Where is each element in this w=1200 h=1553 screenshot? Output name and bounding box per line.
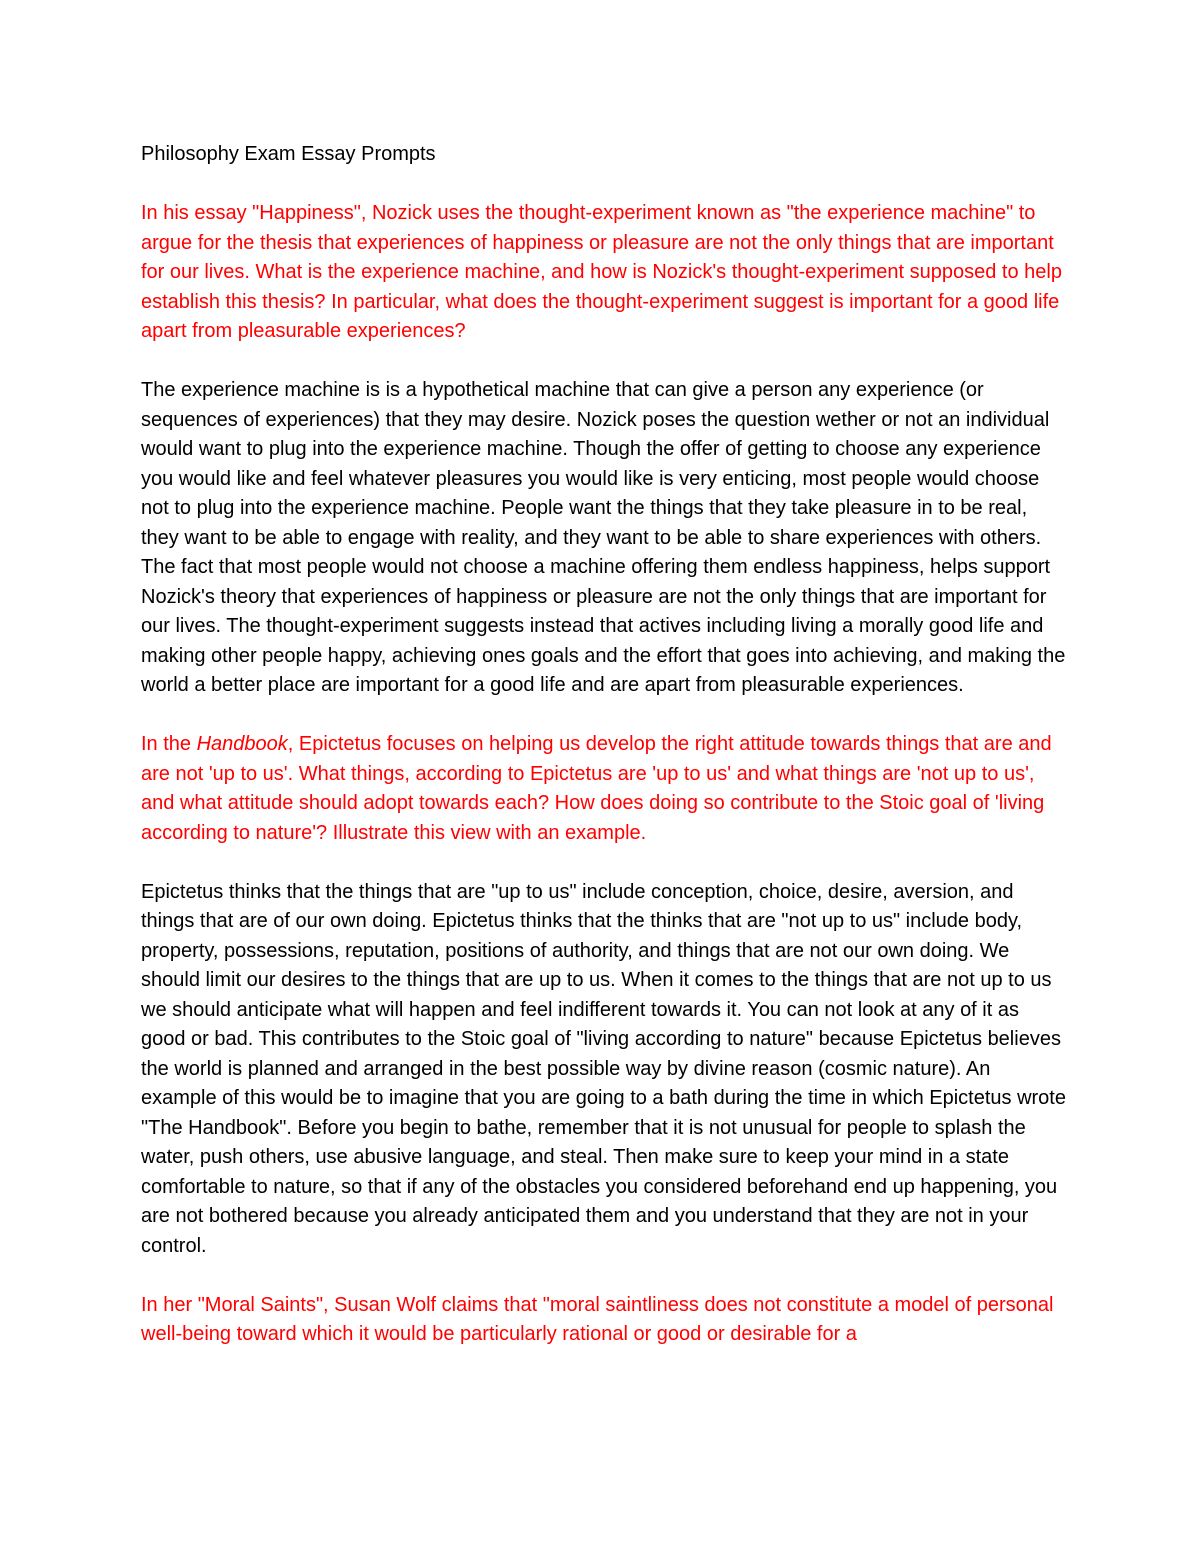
prompt-text-after: , Epictetus focuses on helping us develop the right attitude towards things that are and are not 'up to us'. What things, according to Epictetus are 'up to us' and what things are 'not up to us', and what attitude should adopt towards each? How does doing so contribute to the Stoic goal of 'living according to nature'? Illustrate this view with an example. [141,733,1052,844]
essay-prompt-epictetus [141,730,1066,848]
essay-answer-nozick: The experience machine is is a hypothetical machine that can give a person any experience (or sequences of experiences) that they may desire. Nozick poses the question wether or not an individual would want to plug into the experience machine. Though the offer of getting to choose any experience you would like and feel whatever pleasures you would like is very enticing, most people would choose not to plug into the experience machine. People want the things that they take pleasure in to be real, they want to be able to engage with reality, and they want to be able to share experiences with others. The fact that most people would not choose a machine offering them endless happiness, helps support Nozick's theory that experiences of happiness or pleasure are not the only things that are important for our lives. The thought-experiment suggests instead that actives including living a morally good life and making other people happy, achieving ones goals and the effort that goes into achieving, and making the world a better place are important for a good life and are apart from pleasurable experiences. [141,379,1066,696]
document-title: Philosophy Exam Essay Prompts [141,143,436,165]
essay-prompt-wolf: In her "Moral Saints", Susan Wolf claims that "moral saintliness does not constitute a model of personal well-being toward which it would be particularly rational or good or desirable for a [141,1293,1054,1345]
essay-prompt-nozick: In his essay "Happiness", Nozick uses the thought-experiment known as "the experience machine" to argue for the thesis that experiences of happiness or pleasure are not the only things that are important for our lives. What is the experience machine, and how is Nozick's thought-experiment supposed to help establish this thesis? In particular, what does the thought-experiment suggest is important for a good life apart from pleasurable experiences? [141,202,1062,342]
handbook-title-italic: Handbook [196,733,288,755]
document-body [141,140,1066,1379]
essay-answer-epictetus: Epictetus thinks that the things that are "up to us" include conception, choice, desire, aversion, and things that are of our own doing. Epictetus thinks that the thinks that are "not up to us" include body, property, possessions, reputation, positions of authority, and things that are not our own doing. We should limit our desires to the things that are up to us. When it comes to the things that are not up to us we should anticipate what will happen and feel indifferent towards it. You can not look at any of it as good or bad. This contributes to the Stoic goal of "living according to nature" because Epictetus believes the world is planned and arranged in the best possible way by divine reason (cosmic nature). An example of this would be to imagine that you are going to a bath during the time in which Epictetus wrote "The Handbook". Before you begin to bathe, remember that it is not unusual for people to splash the water, push others, use abusive language, and steal. Then make sure to keep your mind in a state comfortable to nature, so that if any of the obstacles you considered beforehand end up happening, you are not bothered because you already anticipated them and you understand that they are not in your control. [141,880,1066,1257]
prompt-text-before: In the [141,733,197,755]
